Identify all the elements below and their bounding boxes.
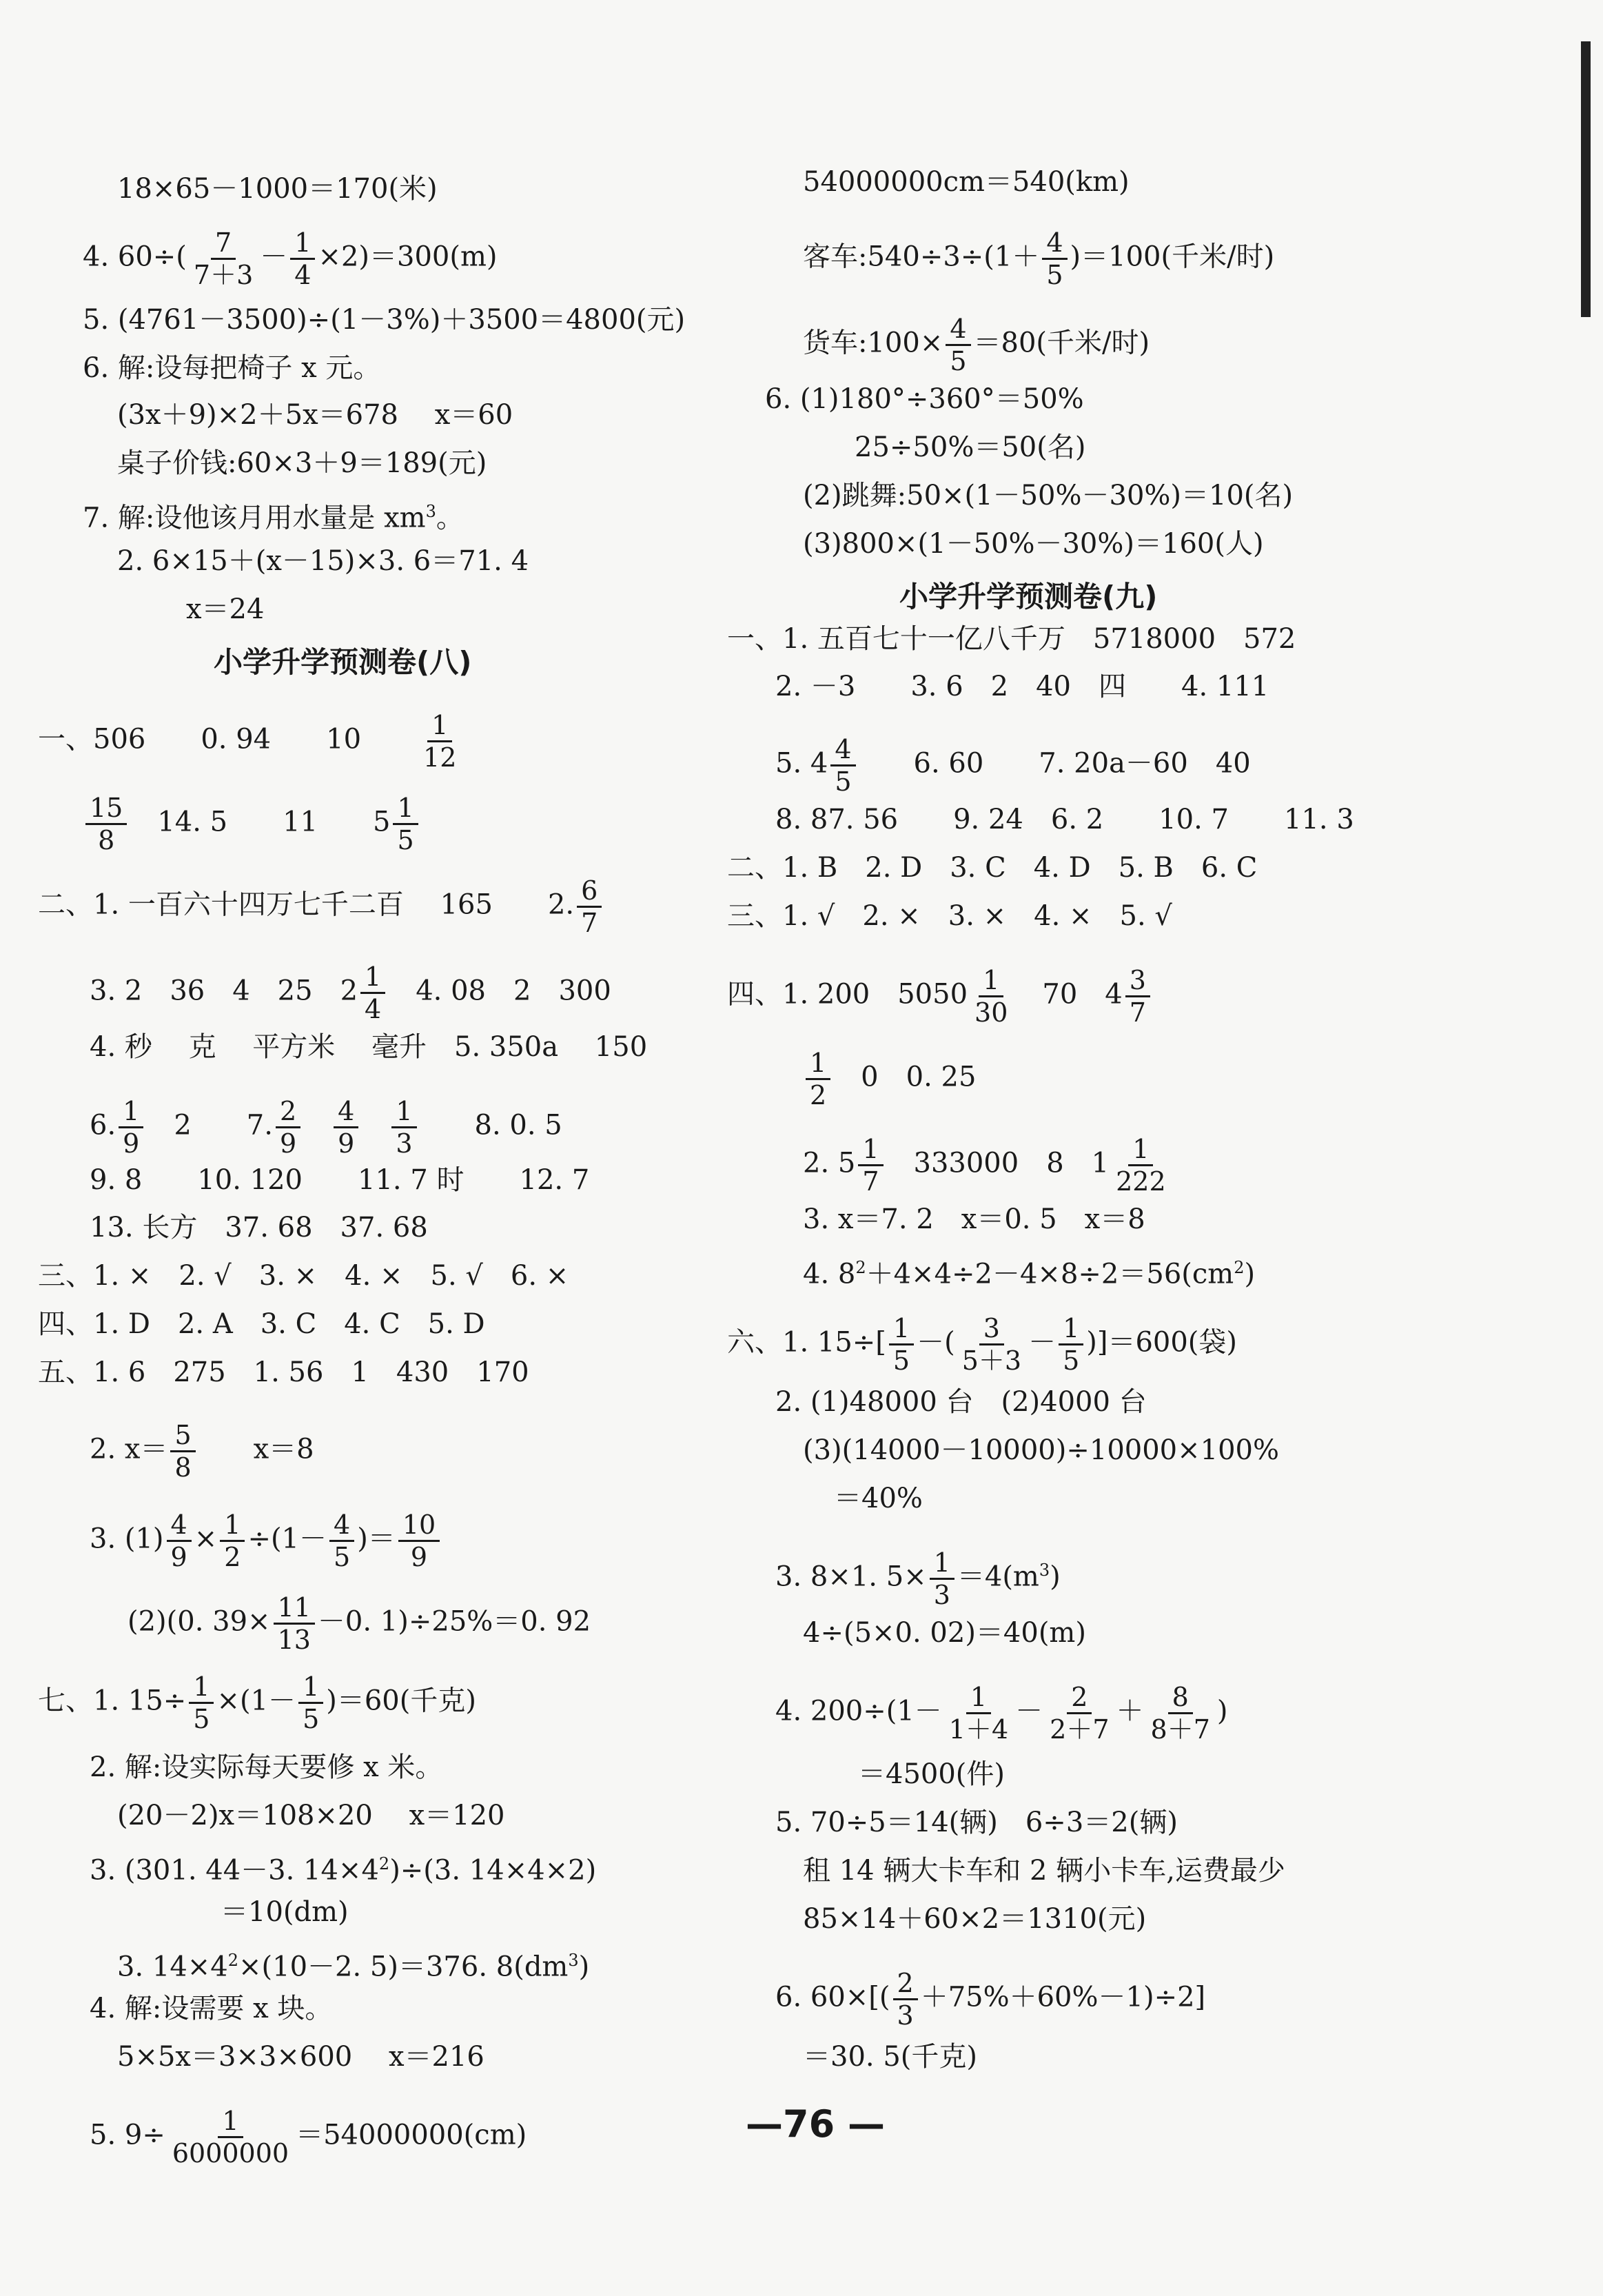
line: 2. －3 3. 6 2 40 四 4. 111: [775, 671, 1269, 702]
fraction: $\frac{1}{5}$: [393, 793, 418, 855]
line: 三、1. √ 2. × 3. × 4. × 5. √: [727, 900, 1172, 932]
fraction: $\frac{4}{9}$: [167, 1510, 192, 1572]
fraction: $\frac{1}{3}$: [930, 1547, 954, 1610]
line: 4. $8^2+4\times 4\div 2-4\times 8\div 2=56(cm^2)$: [803, 1258, 1256, 1290]
line: 3. 2 36 4 25 2 $\frac{1}{4}$ 4. 08 2 300: [90, 962, 611, 1024]
line: 5. (4761－3500)÷(1－3%)＋3500＝4800(元): [83, 304, 686, 336]
line: (2)跳舞:50×(1－50%－30%)＝10(名): [803, 480, 1294, 511]
line: ＝4500(件): [858, 1758, 1005, 1790]
line: (3)(14000－10000)÷10000×100%: [803, 1434, 1279, 1466]
line: 4. 解:设需要 x 块。: [90, 1993, 333, 2024]
line: 4÷(5×0. 02)＝40(m): [803, 1617, 1086, 1649]
line: 9. 8 10. 120 11. 7 时 12. 7: [90, 1164, 590, 1196]
fraction: $\frac{2}{9}$: [276, 1096, 300, 1159]
line: (2)(0. 39× $\frac{11}{13}$ －0. 1)÷25%＝0. 92: [127, 1592, 591, 1655]
fraction: $\frac{1}{5}$: [889, 1313, 914, 1376]
line: 4. 秒 克 平方米 毫升 5. 350a 150: [90, 1031, 648, 1063]
line: 4. 200÷(1－ $\frac{1}{1+4}$ － $\frac{2}{2+7}$ ＋ $\frac{8}{8+7}$ ): [775, 1682, 1228, 1745]
fraction: $\frac{1}{7}$: [858, 1134, 883, 1197]
fraction: $\frac{1}{4}$: [360, 962, 385, 1024]
fraction: $\frac{15}{8}$: [85, 793, 127, 855]
fraction: $\frac{1}{5}$: [1059, 1313, 1083, 1376]
line: 5. 9÷ $\frac{1}{6000000}$ ＝54000000(cm): [90, 2106, 527, 2168]
page-number: —76 —: [746, 2102, 885, 2146]
left-column: [0, 0, 731, 2296]
line: 54000000cm＝540(km): [803, 166, 1130, 198]
fraction: $\frac{7}{7+3}$: [193, 227, 254, 290]
line: $\frac{1}{2}$ 0 0. 25: [803, 1048, 976, 1110]
line: (3x＋9)×2＋5x＝678 x＝60: [117, 399, 513, 431]
fraction: $\frac{1}{5}$: [298, 1672, 323, 1734]
line: (20－2)x＝108×20 x＝120: [117, 1800, 505, 1831]
fraction: $\frac{10}{9}$: [398, 1510, 440, 1572]
fraction: $\frac{1}{30}$: [974, 965, 1008, 1028]
line: 四、1. 200 5050 $\frac{1}{30}$ 70 4 $\frac{3}{7}$: [727, 965, 1153, 1028]
fraction: $\frac{1}{222}$: [1116, 1134, 1166, 1197]
line: 3. $14\times 4^2\times(10-2$. 5)＝376. $8(dm^3)$: [117, 1951, 590, 1983]
fraction: $\frac{4}{5}$: [830, 734, 855, 797]
line: x＝24: [186, 593, 265, 625]
line: 4. 60÷( $\frac{7}{7+3}$ － $\frac{1}{4}$ ×2)＝300(m): [83, 227, 498, 290]
line: 6. 60×[( $\frac{2}{3}$ ＋75%＋60%－1)÷2]: [775, 1968, 1206, 2031]
fraction: $\frac{11}{13}$: [274, 1592, 315, 1655]
line: 18×65－1000＝170(米): [117, 173, 438, 205]
line: 3. (301. 44－3. $14\times 4^2)\div(3$. 14×4×2): [90, 1854, 597, 1887]
fraction: $\frac{6}{7}$: [577, 875, 602, 938]
line: 2. (1)48000 台 (2)4000 台: [775, 1386, 1147, 1418]
section-title: 小学升学预测卷(八): [214, 645, 472, 679]
line: 货车:100× $\frac{4}{5}$ ＝80(千米/时): [803, 314, 1150, 376]
line: 25÷50%＝50(名): [855, 431, 1086, 463]
fraction: $\frac{1}{3}$: [391, 1096, 416, 1159]
line: 5. 70÷5＝14(辆) 6÷3＝2(辆): [775, 1807, 1178, 1838]
line: 一、506 0. 94 10 $\frac{1}{12}$: [38, 710, 463, 773]
line: ＝30. 5(千克): [803, 2041, 977, 2073]
line: 客车:540÷3÷(1＋ $\frac{4}{5}$ )＝100(千米/时): [803, 227, 1275, 290]
fraction: $\frac{1}{9}$: [119, 1096, 143, 1159]
line: 6. 解:设每把椅子 x 元。: [83, 352, 381, 384]
line: 六、1. 15÷[ $\frac{1}{5}$ －( $\frac{3}{5+3}$ － $\frac{1}{5}$ )]＝600(袋): [727, 1313, 1238, 1376]
fraction: $\frac{2}{2+7}$: [1050, 1682, 1110, 1745]
line: (3)800×(1－50%－30%)＝160(人): [803, 528, 1264, 560]
fraction: $\frac{4}{5}$: [1042, 227, 1067, 290]
line: 6. $\frac{1}{9}$ 2 7. $\frac{2}{9}$ $\frac{4}{9}$ $\frac{1}{3}$ 8. 0. 5: [90, 1096, 562, 1159]
line: 3. (1) $\frac{4}{9}$ × $\frac{1}{2}$ ÷(1－ $\frac{4}{5}$ )＝ $\frac{10}{9}$: [90, 1510, 442, 1572]
line: 85×14＋60×2＝1310(元): [803, 1903, 1147, 1935]
fraction: $\frac{1}{6000000}$: [172, 2106, 289, 2168]
line: 3. 8×1. 5× $\frac{1}{3}$ $=4(m^3)$: [775, 1547, 1061, 1610]
line: 四、1. D 2. A 3. C 4. C 5. D: [38, 1308, 485, 1340]
line: 2. 6×15＋(x－15)×3. 6＝71. 4: [117, 545, 529, 577]
fraction: $\frac{1}{12}$: [423, 710, 457, 773]
line: 一、1. 五百七十一亿八千万 5718000 572: [727, 623, 1296, 655]
line: 2. 5 $\frac{1}{7}$ 333000 8 1 $\frac{1}{222}$: [803, 1134, 1173, 1197]
line: 13. 长方 37. 68 37. 68: [90, 1212, 428, 1243]
fraction: $\frac{2}{3}$: [893, 1968, 918, 2031]
line: 8. 87. 56 9. 24 6. 2 10. 7 11. 3: [775, 804, 1354, 835]
section-title: 小学升学预测卷(九): [899, 580, 1158, 613]
fraction: $\frac{4}{5}$: [946, 314, 970, 376]
fraction: $\frac{3}{5+3}$: [961, 1313, 1022, 1376]
line: 租 14 辆大卡车和 2 辆小卡车,运费最少: [803, 1855, 1285, 1887]
fraction: $\frac{5}{8}$: [170, 1420, 195, 1483]
scan-edge-mark: [1581, 41, 1591, 317]
line: ＝10(dm): [221, 1896, 349, 1928]
line: 6. (1)180°÷360°＝50%: [765, 383, 1084, 415]
line: 7. 解:设他该月用水量是 $xm^3$。: [83, 502, 464, 534]
line: 3. x＝7. 2 x＝0. 5 x＝8: [803, 1203, 1145, 1235]
fraction: $\frac{1}{2}$: [220, 1510, 245, 1572]
line: 二、1. B 2. D 3. C 4. D 5. B 6. C: [727, 852, 1258, 884]
line: 2. 解:设实际每天要修 x 米。: [90, 1751, 443, 1783]
line: 三、1. × 2. √ 3. × 4. × 5. √ 6. ×: [38, 1260, 569, 1292]
line: 5×5x＝3×3×600 x＝216: [117, 2041, 484, 2073]
line: 二、1. 一百六十四万七千二百 165 2. $\frac{6}{7}$: [38, 875, 604, 938]
line: 2. x＝ $\frac{5}{8}$ x＝8: [90, 1420, 314, 1483]
line: 5. 4 $\frac{4}{5}$ 6. 60 7. 20a－60 40: [775, 734, 1251, 797]
fraction: $\frac{1}{2}$: [806, 1048, 830, 1110]
fraction: $\frac{3}{7}$: [1125, 965, 1150, 1028]
line: 五、1. 6 275 1. 56 1 430 170: [38, 1357, 529, 1388]
line: 七、1. 15÷ $\frac{1}{5}$ ×(1－ $\frac{1}{5}$ )＝60(千克): [38, 1672, 476, 1734]
right-column: [724, 0, 1454, 2296]
fraction: $\frac{1}{1+4}$: [948, 1682, 1009, 1745]
fraction: $\frac{8}{8+7}$: [1150, 1682, 1210, 1745]
fraction: $\frac{1}{5}$: [189, 1672, 214, 1734]
fraction: $\frac{4}{5}$: [329, 1510, 354, 1572]
line: ＝40%: [834, 1483, 923, 1514]
fraction: $\frac{1}{4}$: [290, 227, 315, 290]
line: 桌子价钱:60×3＋9＝189(元): [117, 447, 487, 479]
line: $\frac{15}{8}$ 14. 5 11 5 $\frac{1}{5}$: [83, 793, 421, 855]
fraction: $\frac{4}{9}$: [334, 1096, 358, 1159]
